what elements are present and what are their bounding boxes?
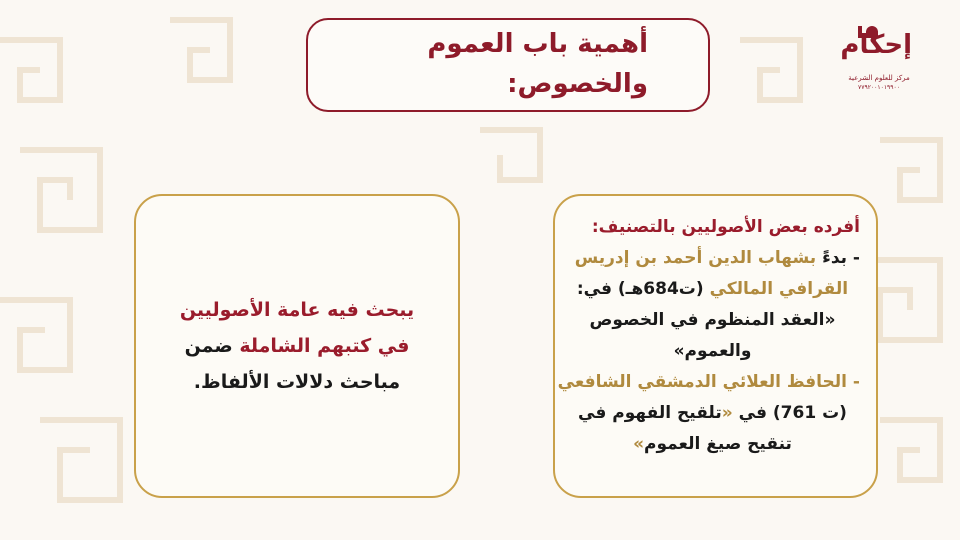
left-card-line-2-highlight: في كتبهم الشاملة — [239, 335, 410, 357]
logo-tagline: ٧٧٩٢٠٠١٠١٩٩٠٠ — [858, 84, 900, 91]
right-card-line-1-prefix: - بدءً — [816, 248, 860, 268]
left-card-line-2-rest: ضمن — [184, 335, 240, 357]
right-card-line-1 — [565, 243, 860, 274]
right-card-line-2-rest: (ت684هـ) في: — [576, 279, 710, 299]
right-card-line-7-quote: » — [633, 434, 645, 454]
right-card-line-3: «العقد المنظوم في الخصوص — [589, 310, 836, 330]
right-card-line-7 — [565, 429, 860, 460]
right-card-heading: أفرده بعض الأصوليين بالتصنيف: — [591, 217, 860, 237]
right-card-line-6-quote: « — [721, 403, 733, 423]
right-card — [553, 194, 878, 498]
logo-subtitle: مركز للعلوم الشرعية — [848, 74, 910, 82]
right-card-line-2-name: القرافي المالكي — [709, 279, 849, 299]
title-box — [306, 18, 710, 112]
logo-wordmark: إحكام — [840, 30, 912, 60]
page-title-line-2: والخصوص: — [507, 69, 648, 99]
right-card-text — [557, 212, 860, 460]
right-card-line-6-title: تلقيح الفهوم في — [578, 403, 722, 423]
right-card-line-1-name: بشهاب الدين أحمد بن إدريس — [574, 248, 817, 268]
right-card-line-2 — [565, 274, 860, 305]
left-card-line-1: يبحث فيه عامة الأصوليين — [179, 299, 415, 321]
left-card — [134, 194, 460, 498]
right-card-line-6-prefix: (ت 761) في — [732, 403, 847, 423]
right-card-line-4: والعموم» — [673, 341, 752, 361]
left-card-line-3: مباحث دلالات الألفاظ. — [193, 371, 401, 393]
left-card-text — [136, 292, 458, 400]
logo — [840, 24, 912, 94]
left-card-line-2 — [136, 328, 458, 364]
right-card-line-7-title: تنقيح صيغ العموم — [644, 434, 792, 454]
page-title-line-1: أهمية باب العموم — [427, 29, 648, 59]
right-card-line-5: - الحافظ العلائي الدمشقي الشافعي — [557, 372, 860, 392]
right-card-line-6 — [565, 398, 860, 429]
